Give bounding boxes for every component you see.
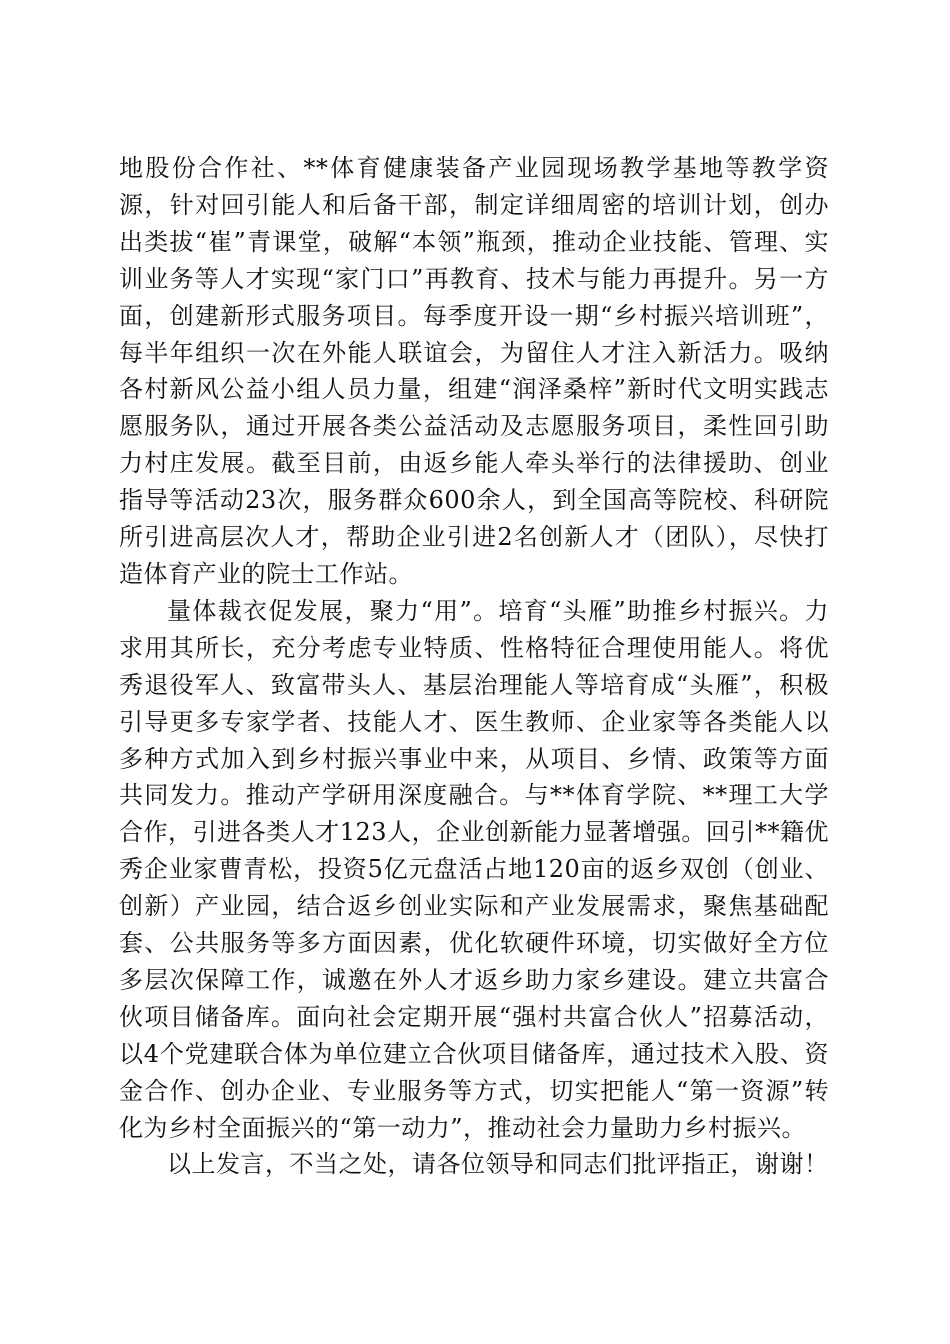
paragraph-continuation: 地股份合作社、**体育健康装备产业园现场教学基地等教学资源，针对回引能人和后备干部，制定详细周密的培训计划，创办出类拔“崔”青课堂，破解“本领”瓶颈，推动企业技能、管理、实训业务等人才实现“家门口”再教育、技术与能力再提升。另一方面，创建新形式服务项目。每季度开设一期“乡村振兴培训班”，每半年组织一次在外能人联谊会，为留住人才注入新活力。吸纳各村新风公益小组人员力量，组建“润泽桑梓”新时代文明实践志愿服务队，通过开展各类公益活动及志愿服务项目，柔性回引助力村庄发展。截至目前，由返乡能人牵头举行的法律援助、创业指导等活动23次，服务群众600余人，到全国高等院校、科研院所引进高层次人才，帮助企业引进2名创新人才（团队），尽快打造体育产业的院士工作站。 xyxy=(119,154,829,588)
document-body xyxy=(119,150,829,1183)
paragraph-talent-usage: 量体裁衣促发展，聚力“用”。培育“头雁”助推乡村振兴。力求用其所长，充分考虑专业特质、性格特征合理使用能人。将优秀退役军人、致富带头人、基层治理能人等培育成“头雁”，积极引导更多专家学者、技能人才、医生教师、企业家等各类能人以多种方式加入到乡村振兴事业中来，从项目、乡情、政策等方面共同发力。推动产学研用深度融合。与**体育学院、**理工大学合作，引进各类人才123人，企业创新能力显著增强。回引**籍优秀企业家曹青松，投资5亿元盘活占地120亩的返乡双创（创业、创新）产业园，结合返乡创业实际和产业发展需求，聚焦基础配套、公共服务等多方面因素，优化软硬件环境，切实做好全方位多层次保障工作，诚邀在外人才返乡助力家乡建设。建立共富合伙项目储备库。面向社会定期开展“强村共富合伙人”招募活动，以4个党建联合体为单位建立合伙项目储备库，通过技术入股、资金合作、创办企业、专业服务等方式，切实把能人“第一资源”转化为乡村全面振兴的“第一动力”，推动社会力量助力乡村振兴。 xyxy=(119,596,829,1142)
paragraph-closing-remarks: 以上发言，不当之处，请各位领导和同志们批评指正，谢谢！ xyxy=(167,1150,829,1179)
